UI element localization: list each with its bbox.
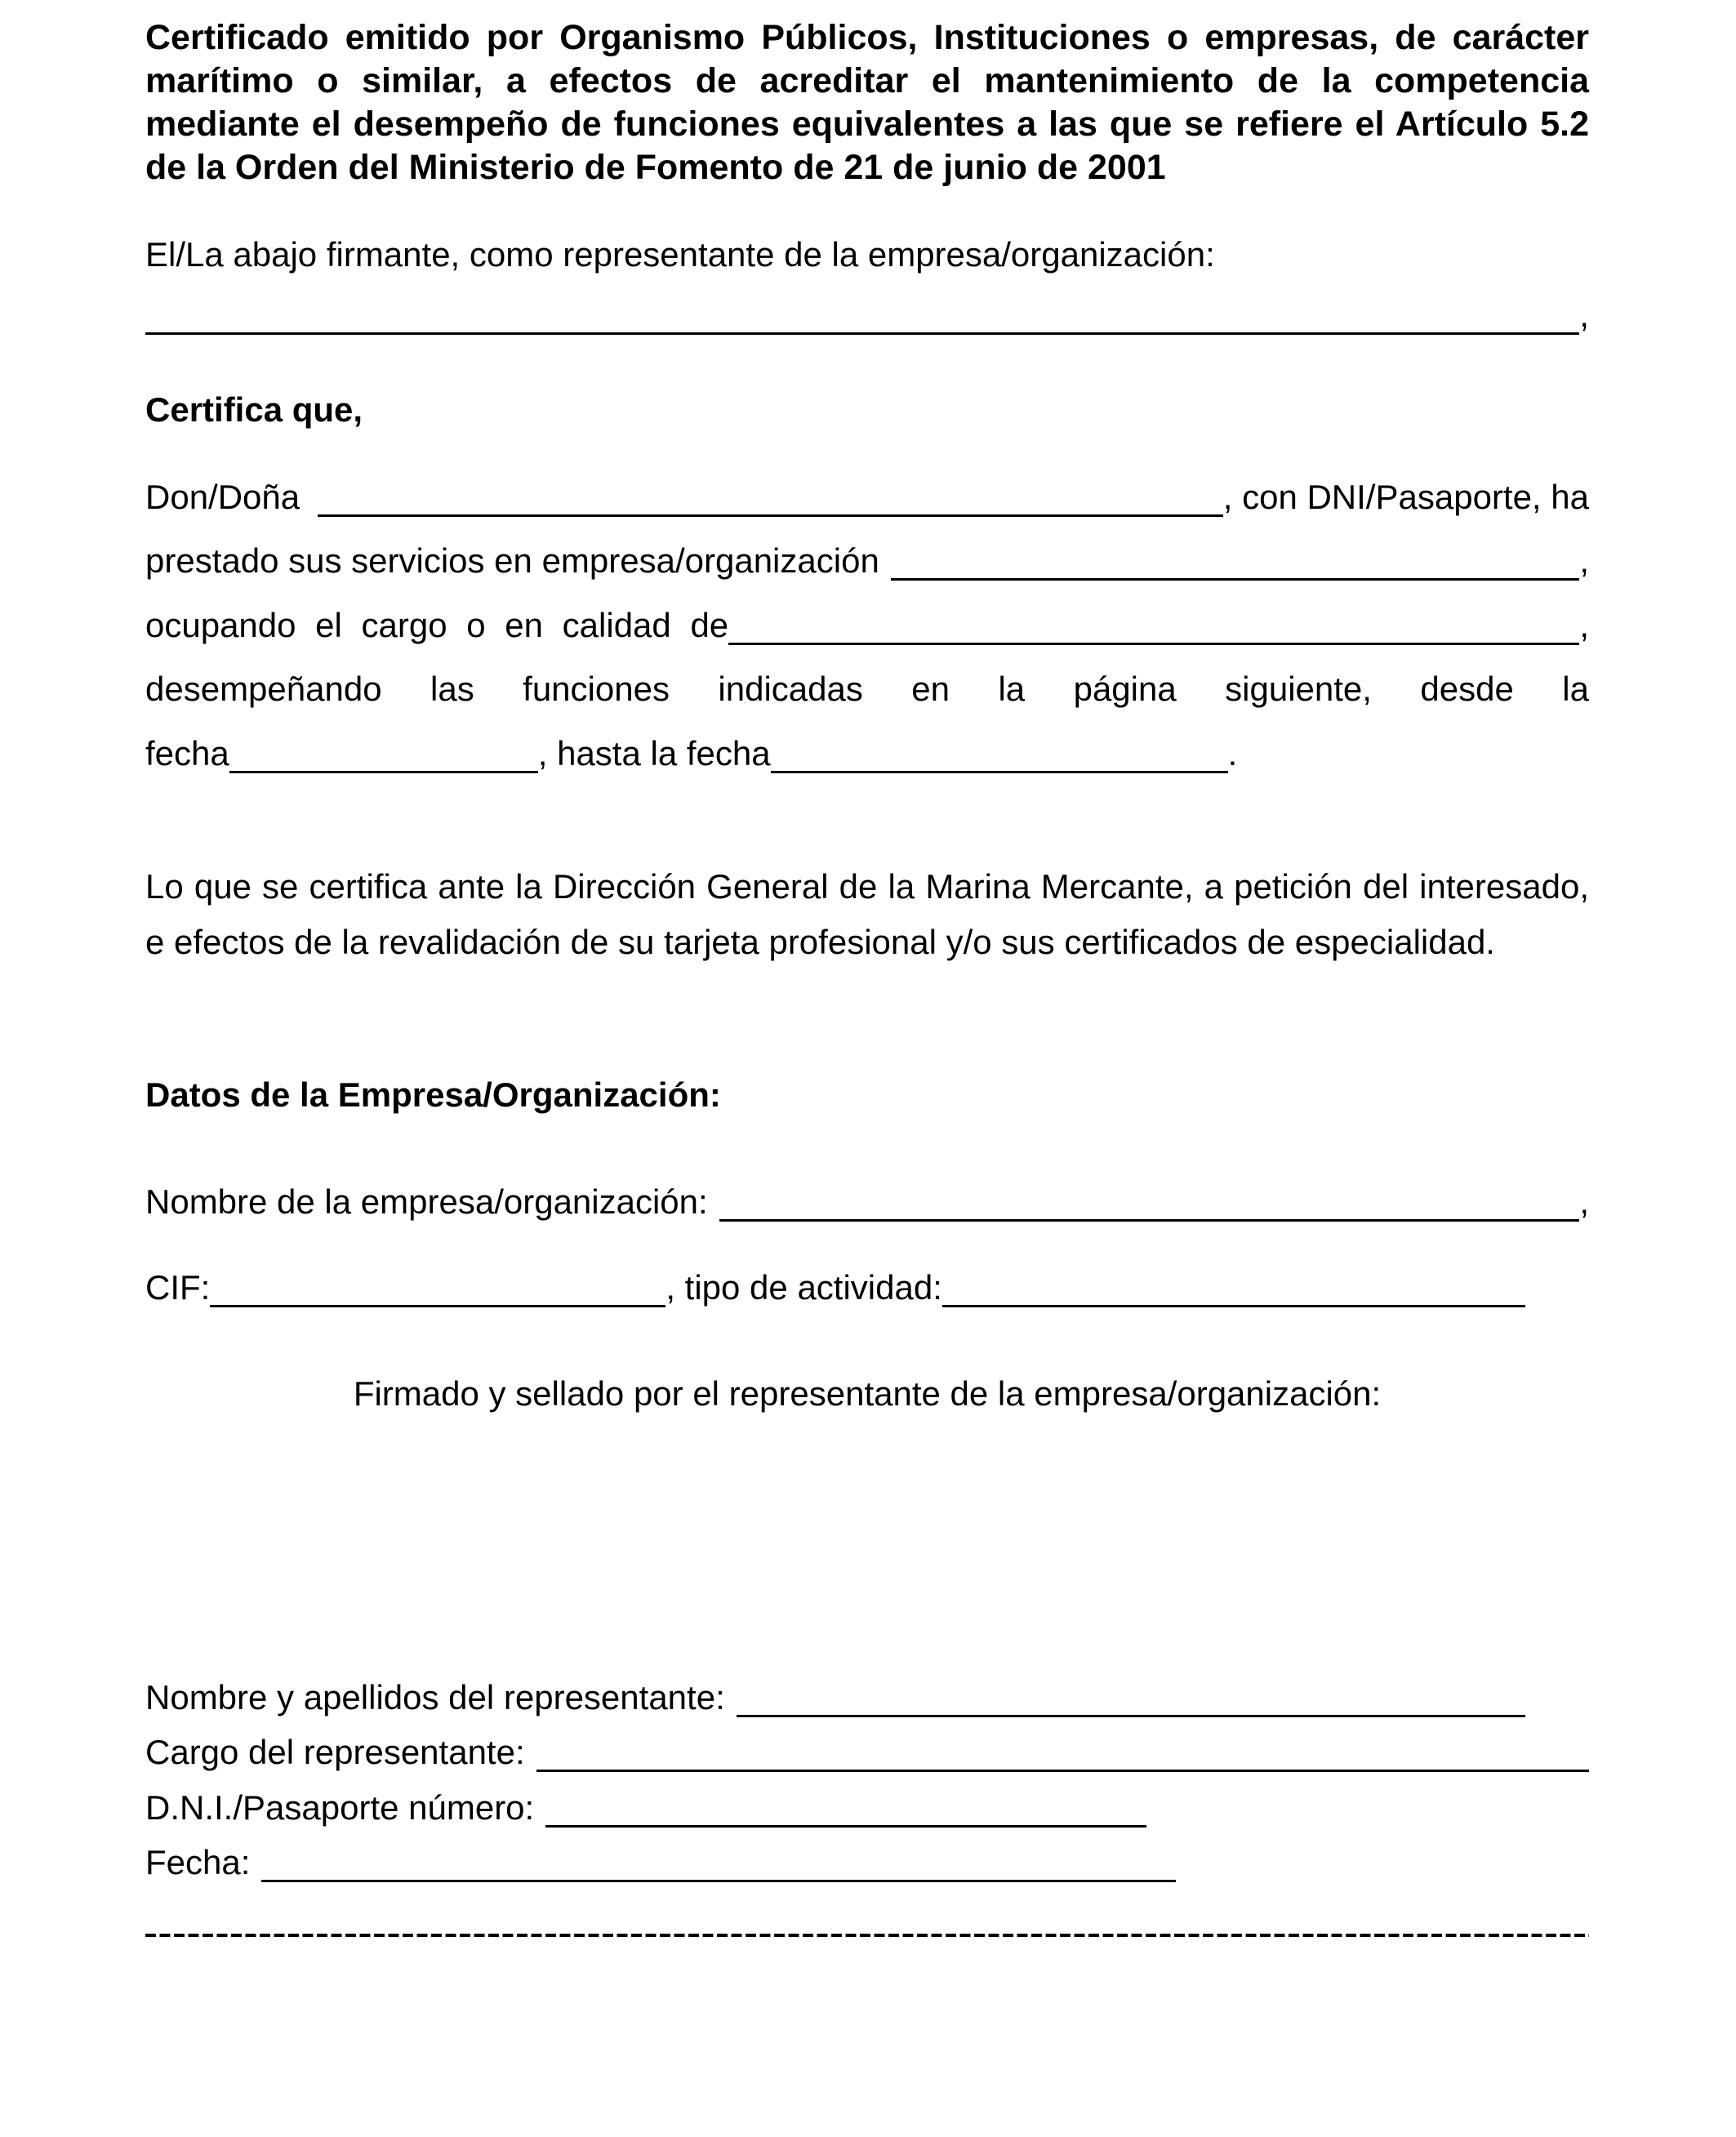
word: página: [1073, 670, 1177, 708]
nombre-empresa-label: Nombre de la empresa/organización:: [145, 1182, 708, 1221]
prestado-row: [145, 541, 1589, 581]
fecha-period: .: [1227, 734, 1238, 772]
cif-label: CIF:: [145, 1268, 211, 1307]
company-line-comma: ,: [1579, 296, 1589, 334]
word: la: [998, 670, 1026, 708]
word: en: [911, 670, 950, 708]
prestado-label: prestado sus servicios en empresa/organización: [145, 541, 879, 580]
don-name-blank[interactable]: [318, 485, 1223, 517]
ocupando-comma: ,: [1579, 606, 1589, 644]
dashed-separator: [145, 1934, 1589, 1937]
word: siguiente,: [1225, 670, 1372, 708]
cargo-blank[interactable]: [728, 613, 1579, 645]
don-suffix: , con DNI/Pasaporte, ha: [1222, 478, 1589, 516]
word: desde: [1420, 670, 1514, 708]
closing-paragraph: Lo que se certifica ante la Dirección General de la Marina Mercante, a petición del interesado, e efectos de la revalidación de su tarjeta profesional y/o sus certificados de especialidad.: [145, 867, 1589, 961]
hasta-label: , hasta la fecha: [537, 734, 771, 772]
company-line-row: [145, 296, 1589, 335]
rep-dni-row: [145, 1788, 1146, 1828]
word: la: [1562, 670, 1589, 708]
fecha-row: [145, 734, 1237, 773]
intro-text: El/La abajo firmante, como representante de la empresa/organización:: [145, 235, 1215, 274]
nombre-empresa-blank[interactable]: [719, 1190, 1580, 1222]
rep-cargo-label: Cargo del representante:: [145, 1733, 525, 1771]
word: las: [430, 670, 474, 708]
nombre-empresa-row: [145, 1182, 1589, 1222]
word: desempeñando: [145, 670, 382, 708]
datos-heading: Datos de la Empresa/Organización:: [145, 1075, 721, 1114]
rep-fecha-row: [145, 1843, 1176, 1882]
desempenando-row: [145, 670, 1589, 709]
rep-cargo-row: [145, 1733, 1589, 1772]
fecha-desde-blank[interactable]: [229, 741, 538, 773]
rep-nombre-row: [145, 1678, 1525, 1717]
rep-fecha-label: Fecha:: [145, 1843, 251, 1881]
ocupando-label: ocupando el cargo o en calidad de: [145, 606, 729, 644]
company-name-blank[interactable]: [145, 303, 1579, 335]
cif-row: [145, 1268, 1525, 1307]
word: indicadas: [718, 670, 863, 708]
certificate-title: Certificado emitido por Organismo Públicos, Instituciones o empresas, de carácter marítimo o similar, a efectos de acreditar el mantenimiento de la competencia mediante el desempeño de funciones equivalentes a las que se refiere el Artículo 5.2 de la Orden del Ministerio de Fomento de 21 de junio de 2001: [145, 18, 1589, 187]
don-row: [145, 478, 1589, 517]
ocupando-row: [145, 606, 1589, 645]
don-label: Don/Doña: [145, 478, 300, 516]
certifica-heading: Certifica que,: [145, 390, 363, 429]
prestado-comma: ,: [1579, 541, 1589, 580]
firmado-text: Firmado y sellado por el representante de la empresa/organización:: [353, 1374, 1382, 1413]
rep-dni-label: D.N.I./Pasaporte número:: [145, 1788, 535, 1827]
tipo-actividad-label: , tipo de actividad:: [665, 1268, 942, 1307]
rep-nombre-label: Nombre y apellidos del representante:: [145, 1678, 725, 1716]
rep-dni-blank[interactable]: [545, 1796, 1146, 1828]
rep-nombre-blank[interactable]: [737, 1685, 1525, 1717]
rep-cargo-blank[interactable]: [536, 1740, 1589, 1772]
fecha-label: fecha: [145, 734, 229, 772]
nombre-empresa-comma: ,: [1579, 1182, 1589, 1221]
cif-blank[interactable]: [210, 1276, 665, 1307]
word: funciones: [523, 670, 670, 708]
rep-fecha-blank[interactable]: [261, 1850, 1176, 1882]
prestado-company-blank[interactable]: [891, 549, 1580, 581]
fecha-hasta-blank[interactable]: [771, 741, 1228, 773]
tipo-actividad-blank[interactable]: [942, 1276, 1525, 1307]
